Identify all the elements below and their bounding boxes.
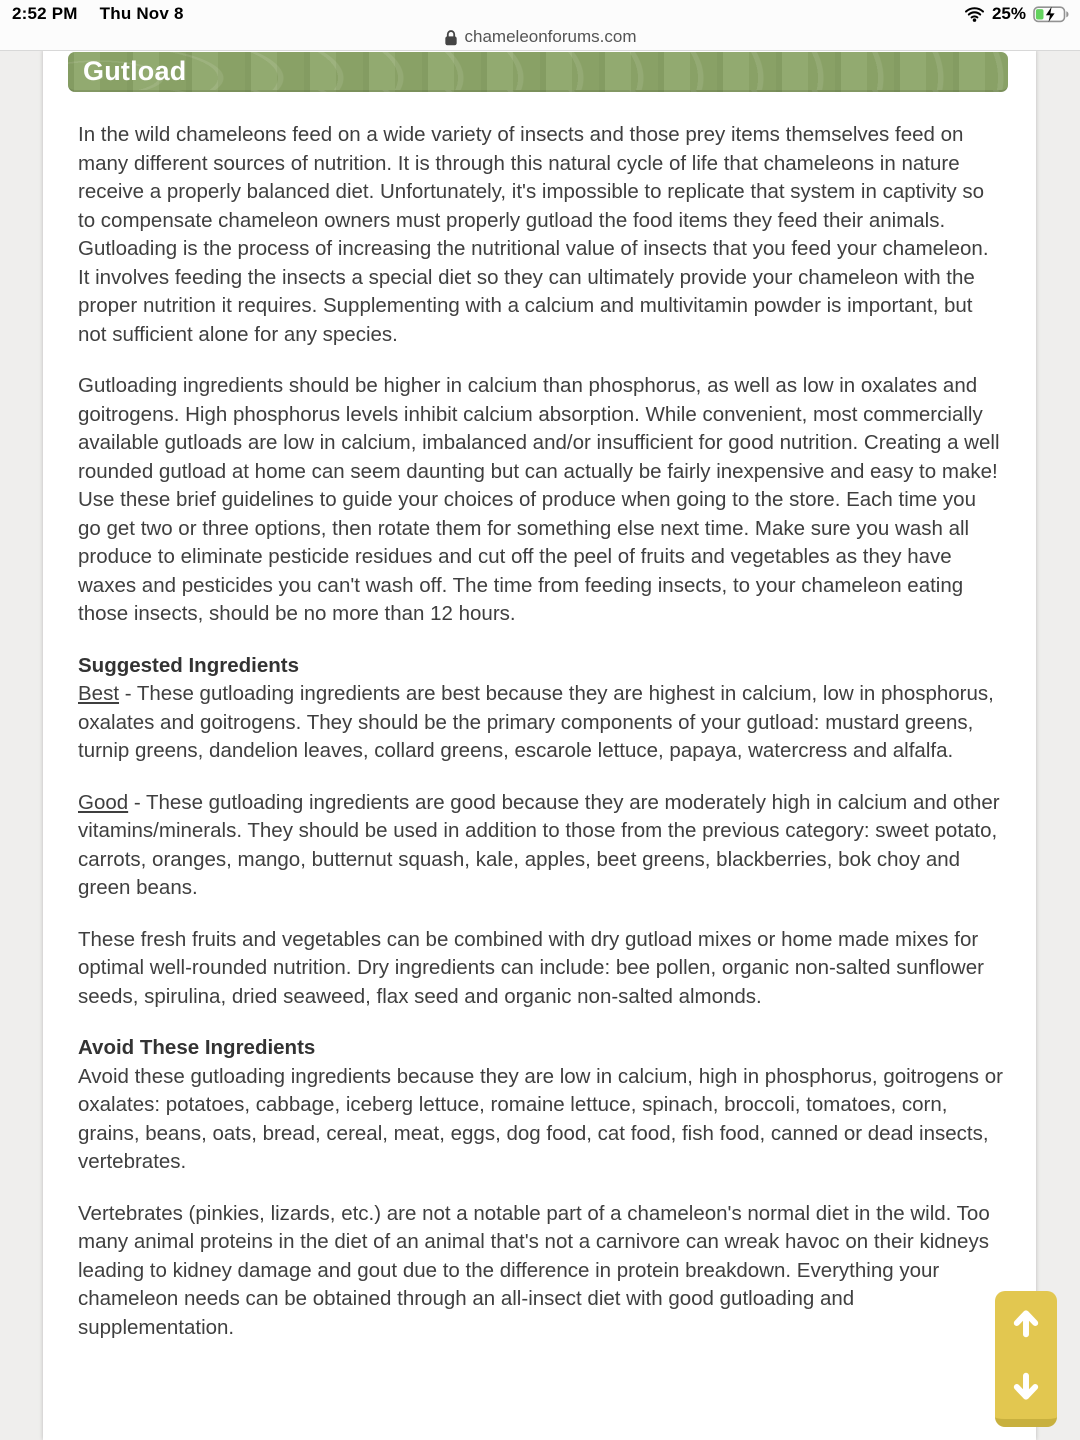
address-bar-domain: chameleonforums.com (464, 27, 637, 46)
heading-avoid-ingredients: Avoid These Ingredients (78, 1036, 316, 1059)
address-bar[interactable] (0, 25, 1080, 49)
scroll-to-top-button[interactable] (995, 1291, 1057, 1355)
page-title: Gutload (83, 55, 187, 86)
browser-chrome (0, 0, 1080, 51)
status-time: 2:52 PM (12, 4, 78, 23)
paragraph-best (78, 680, 1003, 766)
web-page (0, 50, 1080, 1440)
best-lead: Best (78, 682, 120, 705)
status-date: Thu Nov 8 (99, 4, 184, 23)
paragraph-good (78, 789, 1003, 903)
best-text: - These gutloading ingredients are best because they are highest in calcium, low in phosphorus, oxalates and goitrogens. They should be the primary components of your gutload: mustard greens, turnip greens, dandelion leaves, collard greens, escarole lettuce, papaya, watercress and alfalfa. (78, 682, 994, 762)
paragraph-avoid: Avoid these gutloading ingredients because they are low in calcium, high in phosphorus, goitrogens or oxalates: potatoes, cabbage, iceberg lettuce, romaine lettuce, spinach, broccoli, tomatoes, corn, grains, beans, oats, bread, cereal, meat, eggs, dog food, cat food, fish food, canned or dead insects, vertebrates. (78, 1064, 1003, 1173)
article-header-banner (68, 52, 1008, 92)
paragraph-vertebrates: Vertebrates (pinkies, lizards, etc.) are not a notable part of a chameleon's normal diet in the wild. Too many animal proteins in the diet of an animal that's not a carnivore can wreak havoc on their kidneys leading to kidney damage and gout due to the difference in protein breakdown. Everything your chameleon needs can be obtained through an all-insect diet with good gutloading and supplementation. (78, 1201, 990, 1339)
down-arrow-icon (1009, 1370, 1043, 1404)
heading-suggested-ingredients: Suggested Ingredients (78, 653, 299, 677)
up-arrow-icon (1009, 1306, 1043, 1340)
paragraph-guidelines: Gutloading ingredients should be higher in calcium than phosphorus, as well as low in oxalates and goitrogens. High phosphorus levels inhibit calcium absorption. While convenient, most commercially available gutloads are low in calcium, imbalanced and/or insufficient for good nutrition. Creating a well rounded gutload at home can seem daunting but can actually be fairly inexpensive and easy to make! Use these brief guidelines to guide your choices of produce when going to the store. Each time you go get two or three options, then rotate them for something else next time. Make sure you wash all produce to eliminate pesticide residues and cut off the peel of fruits and vegetables as they have waxes and pesticides you can't wash off. The time from feeding insects, to your chameleon eating those insects, should be no more than 12 hours. (78, 374, 1000, 625)
article-body (78, 121, 1003, 1342)
good-lead: Good (78, 790, 129, 814)
battery-percent-label: 25% (991, 4, 1026, 23)
good-text: - These gutloading ingredients are good because they are moderately high in calcium and other vitamins/minerals. They should be used in addition to those from the previous category: sweet potato, carrots, oranges, mango, butternut squash, kale, apples, beet greens, blackberries, bok choy and green beans. (78, 790, 1000, 899)
paragraph-dry-mixes: These fresh fruits and vegetables can be combined with dry gutload mixes or home made mixes for optimal well-rounded nutrition. Dry ingredients can include: bee pollen, organic non-salted sunflower seeds, spirulina, dried seaweed, flax seed and organic non-salted almonds. (78, 927, 984, 1008)
paragraph-intro: In the wild chameleons feed on a wide variety of insects and those prey items themselves feed on many different sources of nutrition. It is through this natural cycle of life that chameleons in nature receive a properly balanced diet. Unfortunately, it's impossible to replicate that system in captivity so to compensate chameleon owners must properly gutload the food items they feed their animals. Gutloading is the process of increasing the nutritional value of insects that you feed your chameleon. It involves feeding the insects a special diet so they can ultimately provide your chameleon with the proper nutrition it requires. Supplementing with a calcium and multivitamin powder is important, but not sufficient alone for any species. (78, 123, 989, 346)
scroll-to-bottom-button[interactable] (995, 1355, 1057, 1419)
scroll-button-group (995, 1291, 1057, 1427)
battery-charging-icon (1033, 6, 1070, 23)
content-column (43, 50, 1036, 1440)
wifi-icon (964, 6, 985, 22)
lock-icon (444, 29, 458, 46)
